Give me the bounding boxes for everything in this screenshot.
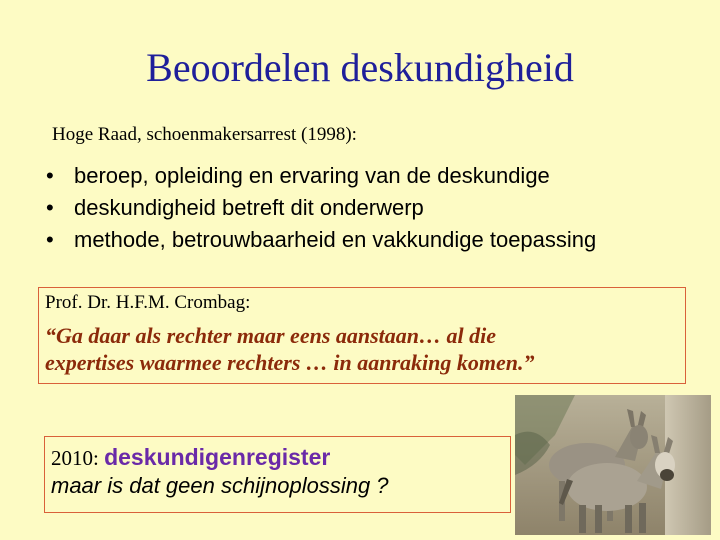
quote-line: expertises waarmee rechters … in aanraking komen.” [45,350,535,375]
register-line [51,444,504,471]
quote-text [45,322,679,376]
bullet-icon: • [46,195,54,220]
bullet-text: beroep, opleiding en ervaring van de deskundige [74,163,550,188]
list-item [46,160,596,192]
quote-author: Prof. Dr. H.F.M. Crombag: [45,292,251,313]
bullet-icon: • [46,227,54,252]
register-year: 2010: [51,446,99,470]
quote-box [38,287,686,384]
donkeys-photo [515,395,711,535]
bullet-text: deskundigheid betreft dit onderwerp [74,195,424,220]
register-question: maar is dat geen schijnoplossing ? [51,473,389,498]
register-box [44,436,511,513]
quote-line: “Ga daar als rechter maar eens aanstaan… al die [45,323,497,348]
list-item [46,224,596,256]
list-item [46,192,596,224]
bullet-icon: • [46,163,54,188]
bullet-text: methode, betrouwbaarheid en vakkundige toepassing [74,227,597,252]
criteria-list [46,160,596,256]
page-title: Beoordelen deskundigheid [146,45,574,90]
source-line: Hoge Raad, schoenmakersarrest (1998): [52,124,357,145]
register-term: deskundigenregister [104,444,331,470]
